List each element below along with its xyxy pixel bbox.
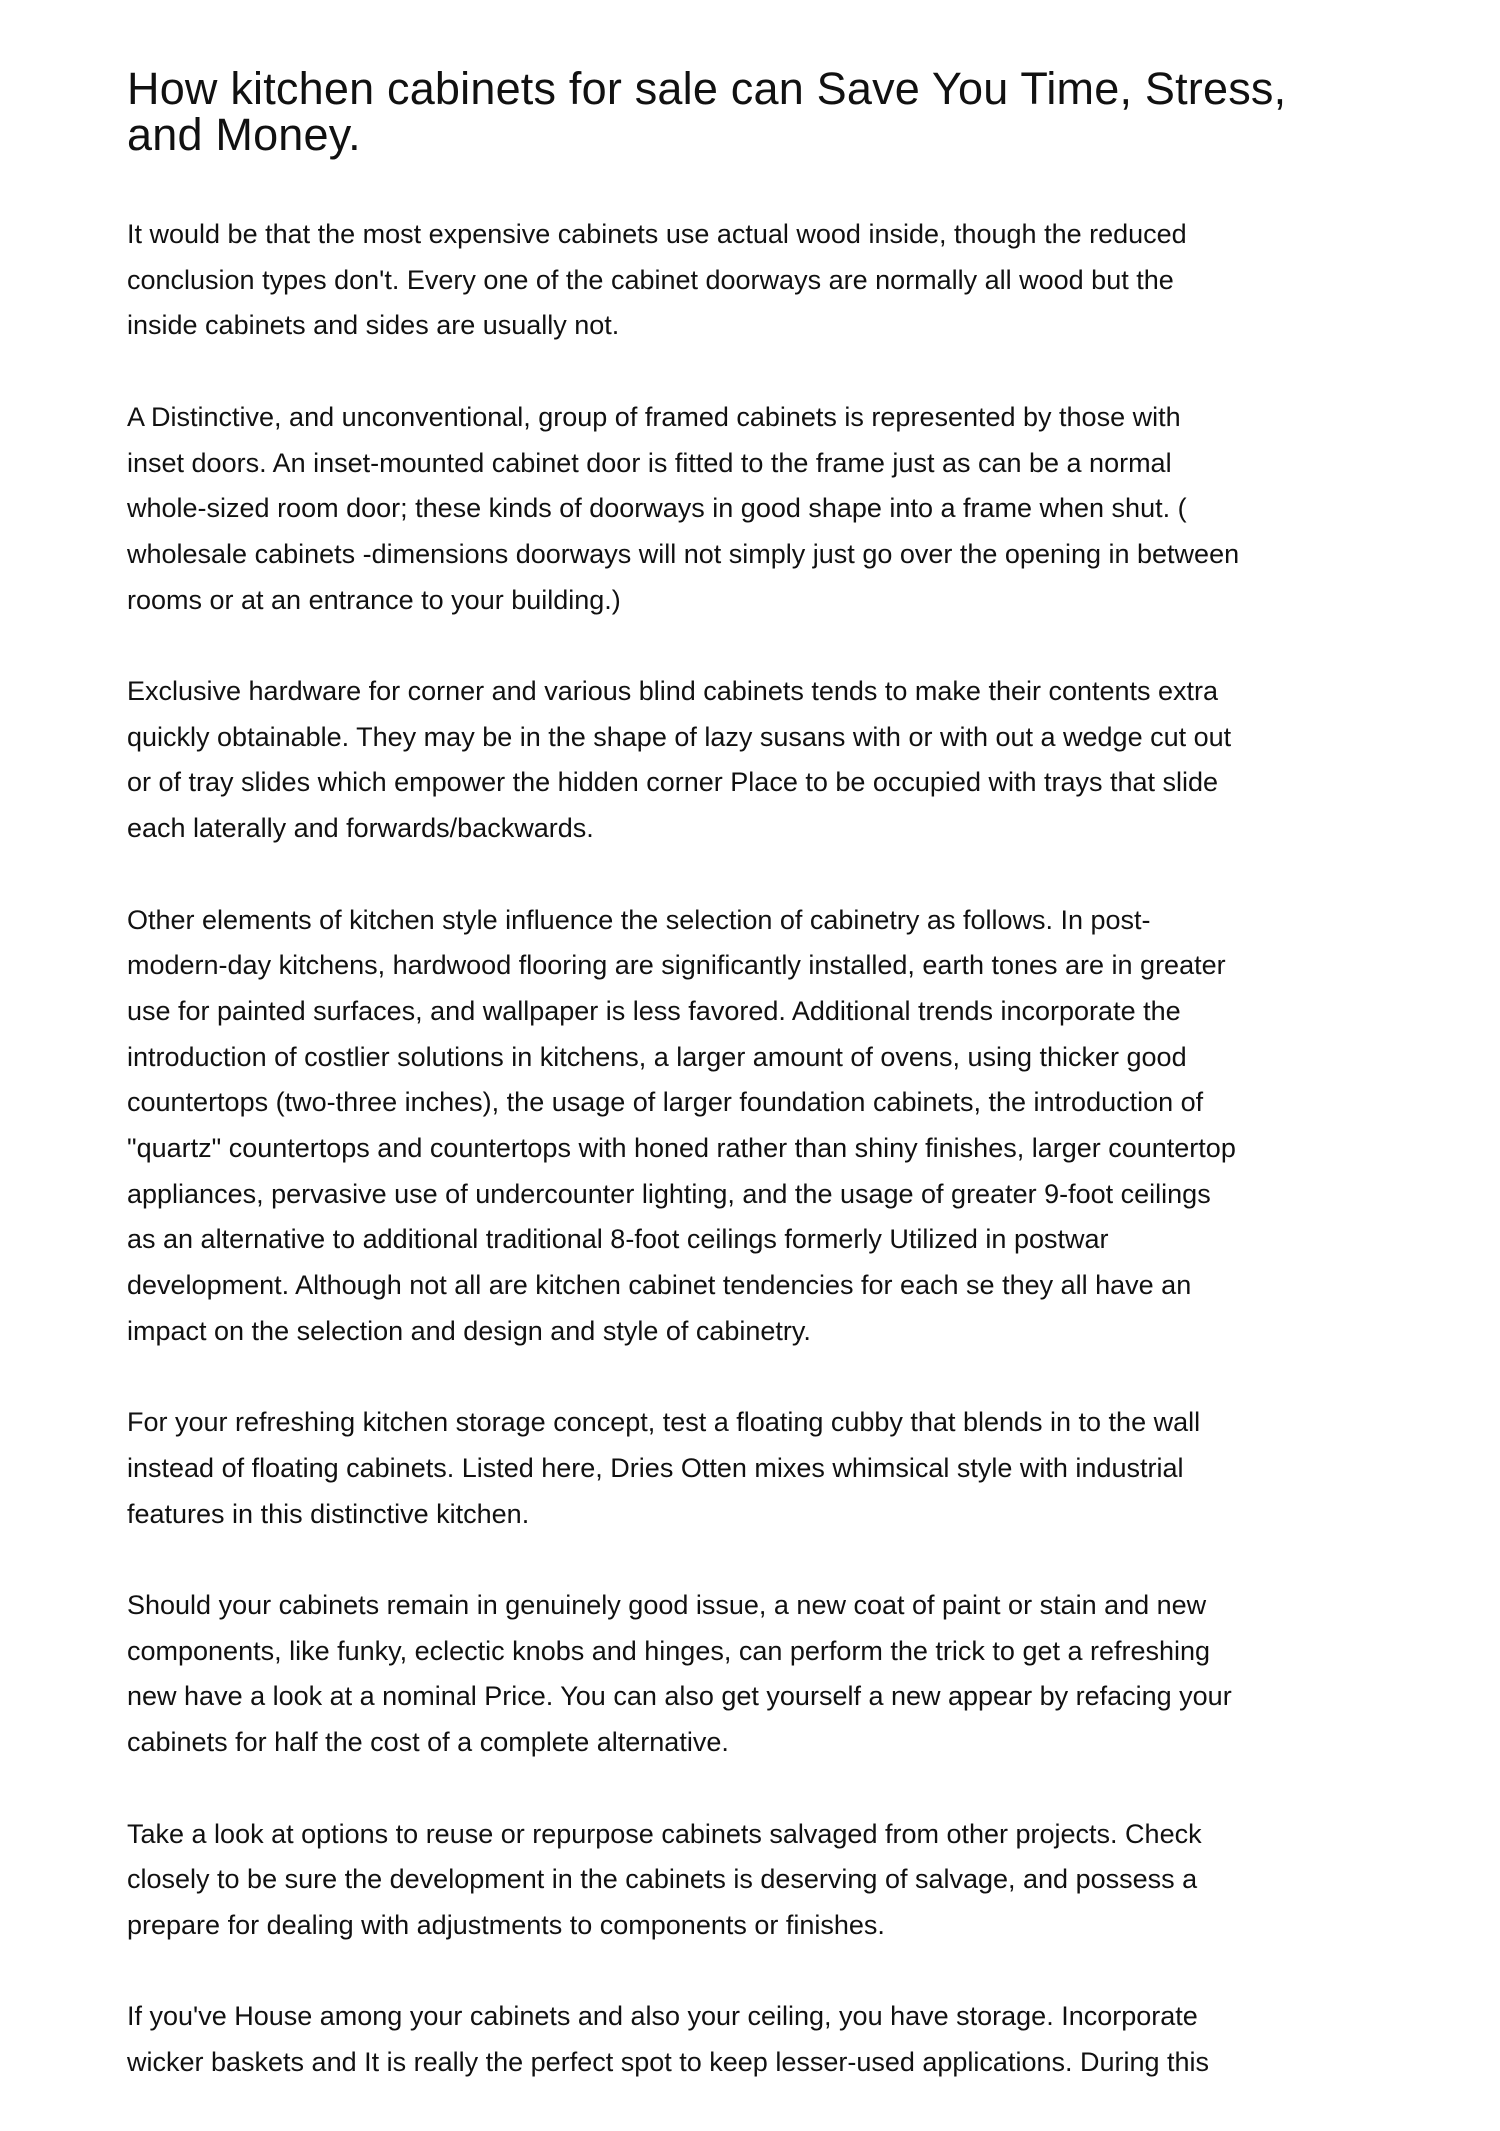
paragraph (127, 669, 1457, 852)
paragraph-line: modern-day kitchens, hardwood flooring are significantly installed, earth tones are in greater (127, 950, 1226, 981)
paragraph-line: use for painted surfaces, and wallpaper is less favored. Additional trends incorporate the (127, 995, 1181, 1026)
paragraph (127, 395, 1457, 624)
paragraph-line: If you've House among your cabinets and also your ceiling, you have storage. Incorporate (127, 2001, 1198, 2032)
paragraph-line: components, like funky, eclectic knobs and hinges, can perform the trick to get a refreshing (127, 1635, 1211, 1666)
paragraph-line: "quartz" countertops and countertops with honed rather than shiny finishes, larger countertop (127, 1133, 1236, 1164)
paragraph (127, 898, 1457, 1355)
paragraph-line: Other elements of kitchen style influence the selection of cabinetry as follows. In post- (127, 904, 1151, 935)
paragraph-line: For your refreshing kitchen storage concept, test a floating cubby that blends in to the wall (127, 1407, 1201, 1438)
paragraph-line: impact on the selection and design and style of cabinetry. (127, 1315, 811, 1346)
paragraph-line: inside cabinets and sides are usually not. (127, 310, 620, 341)
paragraph-line: features in this distinctive kitchen. (127, 1498, 530, 1529)
paragraph-line: or of tray slides which empower the hidden corner Place to be occupied with trays that slide (127, 767, 1219, 798)
paragraph-line: closely to be sure the development in the cabinets is deserving of salvage, and possess a (127, 1864, 1198, 1895)
paragraph-line: Exclusive hardware for corner and various blind cabinets tends to make their contents extra (127, 676, 1219, 706)
paragraph (127, 1812, 1457, 1949)
paragraph (127, 212, 1457, 349)
paragraph-line: countertops (two-three inches), the usage of larger foundation cabinets, the introduction of (127, 1087, 1204, 1118)
paragraph-line: quickly obtainable. They may be in the shape of lazy susans with or with out a wedge cut out (127, 721, 1232, 752)
paragraph-line: A Distinctive, and unconventional, group of framed cabinets is represented by those with (127, 401, 1181, 432)
paragraph-line: appliances, pervasive use of undercounter lighting, and the usage of greater 9-foot ceilings (127, 1178, 1211, 1209)
paragraph-line: Take a look at options to reuse or repurpose cabinets salvaged from other projects. Check (127, 1818, 1202, 1849)
paragraph-line: rooms or at an entrance to your building.) (127, 584, 621, 615)
paragraph-line: introduction of costlier solutions in kitchens, a larger amount of ovens, using thicker good (127, 1041, 1187, 1072)
title-line: How kitchen cabinets for sale can Save You Time, Stress, (127, 63, 1287, 114)
paragraph-line: It would be that the most expensive cabinets use actual wood inside, though the reduced (127, 219, 1187, 249)
title-line: and Money. (127, 109, 361, 160)
page-title (127, 63, 1427, 160)
article-body (127, 212, 1457, 2131)
paragraph-line: as an alternative to additional traditional 8-foot ceilings formerly Utilized in postwar (127, 1224, 1109, 1255)
paragraph (127, 1994, 1457, 2085)
paragraph-line: new have a look at a nominal Price. You can also get yourself a new appear by refacing your (127, 1681, 1232, 1712)
paragraph-line: cabinets for half the cost of a complete alternative. (127, 1727, 729, 1758)
paragraph-line: wholesale cabinets -dimensions doorways will not simply just go over the opening in between (127, 538, 1240, 569)
paragraph-line: inset doors. An inset-mounted cabinet door is fitted to the frame just as can be a normal (127, 447, 1172, 478)
paragraph-line: each laterally and forwards/backwards. (127, 813, 594, 844)
paragraph (127, 1583, 1457, 1766)
paragraph-line: development. Although not all are kitchen cabinet tendencies for each se they all have an (127, 1270, 1192, 1301)
paragraph-line: instead of floating cabinets. Listed here, Dries Otten mixes whimsical style with industrial (127, 1452, 1184, 1483)
paragraph-line: conclusion types don't. Every one of the cabinet doorways are normally all wood but the (127, 264, 1174, 295)
paragraph (127, 1400, 1457, 1537)
paragraph-line: whole-sized room door; these kinds of doorways in good shape into a frame when shut. ( (127, 493, 1187, 524)
paragraph-line: prepare for dealing with adjustments to components or finishes. (127, 1909, 885, 1940)
paragraph-line: Should your cabinets remain in genuinely good issue, a new coat of paint or stain and new (127, 1590, 1207, 1621)
paragraph-line: wicker baskets and It is really the perfect spot to keep lesser-used applications. During this (127, 2047, 1210, 2078)
